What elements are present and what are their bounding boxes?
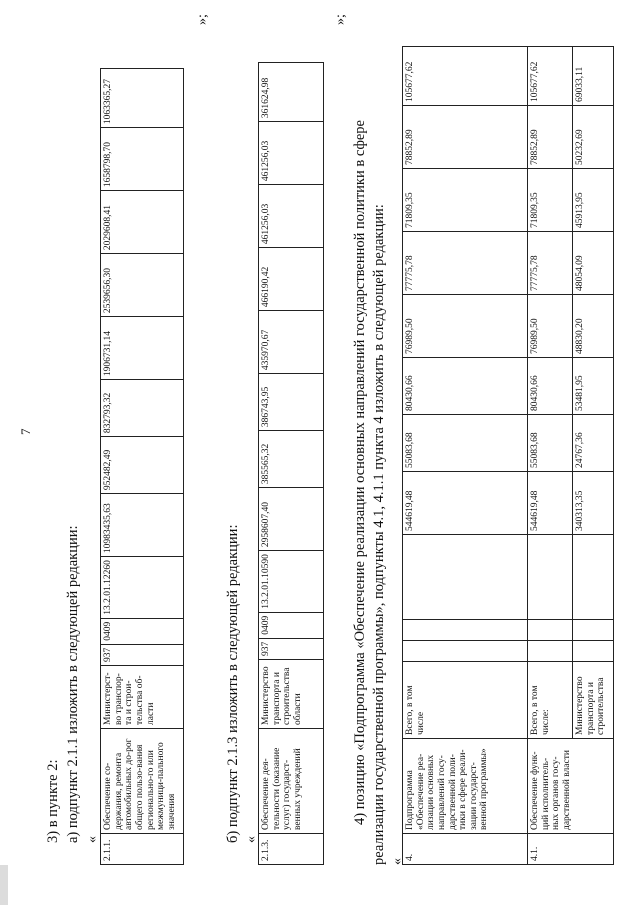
cell-number: 2.1.1.	[101, 834, 184, 865]
cell-year: 53481,95	[573, 358, 614, 415]
cell-executor: Всего, в том числе:	[528, 662, 573, 739]
cell-grbs	[403, 641, 528, 662]
cell-total: 2958607,40	[259, 488, 324, 551]
cell-year: 361624,98	[259, 63, 324, 122]
table-row	[101, 69, 184, 865]
cell-year: 45913,95	[573, 169, 614, 232]
cell-total: 10983435,63	[101, 494, 184, 557]
cell-year: 80430,66	[403, 358, 528, 415]
cell-year: 1658798,70	[101, 128, 184, 191]
cell-year: 80430,66	[528, 358, 573, 415]
close-quote: »;	[195, 14, 210, 25]
cell-executor: Министерст-во транспор-та и строи-тельства об-ласти	[101, 666, 184, 729]
cell-target-article	[573, 535, 614, 620]
cell-target-article	[528, 535, 573, 620]
cell-executor: Министерство транспорта и строительства области	[259, 660, 324, 729]
cell-executor: Министерство транспорта и строительства	[573, 662, 614, 739]
scan-corner-mark	[0, 865, 8, 905]
cell-name: Подпрограмма «Обеспечение реа-лизации основных направлений госу-дарственной поли-тики в сфере реали-зации государст-венной программы»	[403, 739, 528, 834]
cell-grbs	[528, 641, 573, 662]
subpoint-b-heading: б) подпункт 2.1.3 изложить в следующей редакции:	[225, 524, 241, 843]
table-2-1-1	[100, 68, 184, 865]
cell-year: 461256,03	[259, 185, 324, 248]
cell-target-article: 13.2.01.12260	[101, 557, 184, 619]
cell-section	[573, 620, 614, 641]
cell-year: 2539656,30	[101, 254, 184, 317]
cell-year: 385565,32	[259, 431, 324, 488]
cell-year: 76989,50	[403, 295, 528, 358]
cell-section	[403, 620, 528, 641]
cell-target-article: 13.2.01.10590	[259, 551, 324, 613]
table-row	[259, 63, 324, 865]
cell-executor: Всего, в том числе	[403, 662, 528, 739]
cell-year: 77775,78	[528, 232, 573, 295]
cell-grbs: 937	[259, 638, 324, 659]
cell-year: 78852,89	[528, 106, 573, 169]
cell-year: 461256,03	[259, 122, 324, 185]
point-4-line-1: 4) позицию «Подпрограмма «Обеспечение реализации основных направлений государственной политики в сфере	[352, 120, 368, 825]
cell-year: 24767,36	[573, 415, 614, 472]
cell-total: 340313,35	[573, 472, 614, 535]
cell-name: Обеспечение со-держания, ремонта автомобильных до-рог общего пользо-вания регионально-го или межмуници-пального значения	[101, 729, 184, 834]
table-row	[528, 47, 573, 865]
cell-total: 544619,48	[528, 472, 573, 535]
cell-year: 386743,95	[259, 374, 324, 431]
point-4-line-2: реализации государственной программы», подпункты 4.1, 4.1.1 пункта 4 изложить в следующей редакции:	[371, 204, 387, 865]
cell-year: 48830,20	[573, 295, 614, 358]
cell-year: 77775,78	[403, 232, 528, 295]
cell-year: 832793,32	[101, 380, 184, 437]
page-number: 7	[18, 428, 33, 435]
cell-year: 71809,35	[528, 169, 573, 232]
cell-name: Обеспечение дея-тельности (оказание услуг) государст-венных учреждений	[259, 729, 324, 834]
cell-year: 71809,35	[403, 169, 528, 232]
cell-year: 55083,68	[528, 415, 573, 472]
cell-year: 1063365,27	[101, 69, 184, 128]
cell-number: 2.1.3.	[259, 834, 324, 865]
open-quote: «	[390, 858, 405, 865]
table-point-4	[402, 46, 614, 865]
cell-name: Обеспечение функ-ций исполнитель-ных органов госу-дарственной власти	[528, 739, 614, 834]
close-quote: »;	[333, 14, 348, 25]
cell-year: 50232,69	[573, 106, 614, 169]
cell-grbs	[573, 641, 614, 662]
open-quote: «	[85, 836, 100, 843]
cell-year: 76989,50	[528, 295, 573, 358]
cell-year: 55083,68	[403, 415, 528, 472]
cell-year: 466190,42	[259, 248, 324, 311]
open-quote: «	[244, 836, 259, 843]
cell-year: 69033,11	[573, 47, 614, 106]
cell-section: 0409	[101, 618, 184, 644]
cell-section: 0409	[259, 612, 324, 638]
cell-total: 544619,48	[403, 472, 528, 535]
cell-year: 1906731,14	[101, 317, 184, 380]
point-3-heading: 3) в пункте 2:	[45, 759, 61, 843]
cell-year: 2029608,41	[101, 191, 184, 254]
cell-year: 48054,09	[573, 232, 614, 295]
cell-year: 105677,62	[403, 47, 528, 106]
cell-number: 4.1.	[528, 834, 614, 865]
cell-section	[528, 620, 573, 641]
subpoint-a-heading: а) подпункт 2.1.1 изложить в следующей редакции:	[65, 525, 81, 843]
cell-grbs: 937	[101, 644, 184, 665]
cell-year: 105677,62	[528, 47, 573, 106]
cell-year: 78852,89	[403, 106, 528, 169]
cell-year: 952482,49	[101, 437, 184, 494]
table-row	[403, 47, 528, 865]
cell-target-article	[403, 535, 528, 620]
cell-number: 4.	[403, 834, 528, 865]
cell-year: 435970,67	[259, 311, 324, 374]
table-2-1-3	[258, 62, 324, 865]
